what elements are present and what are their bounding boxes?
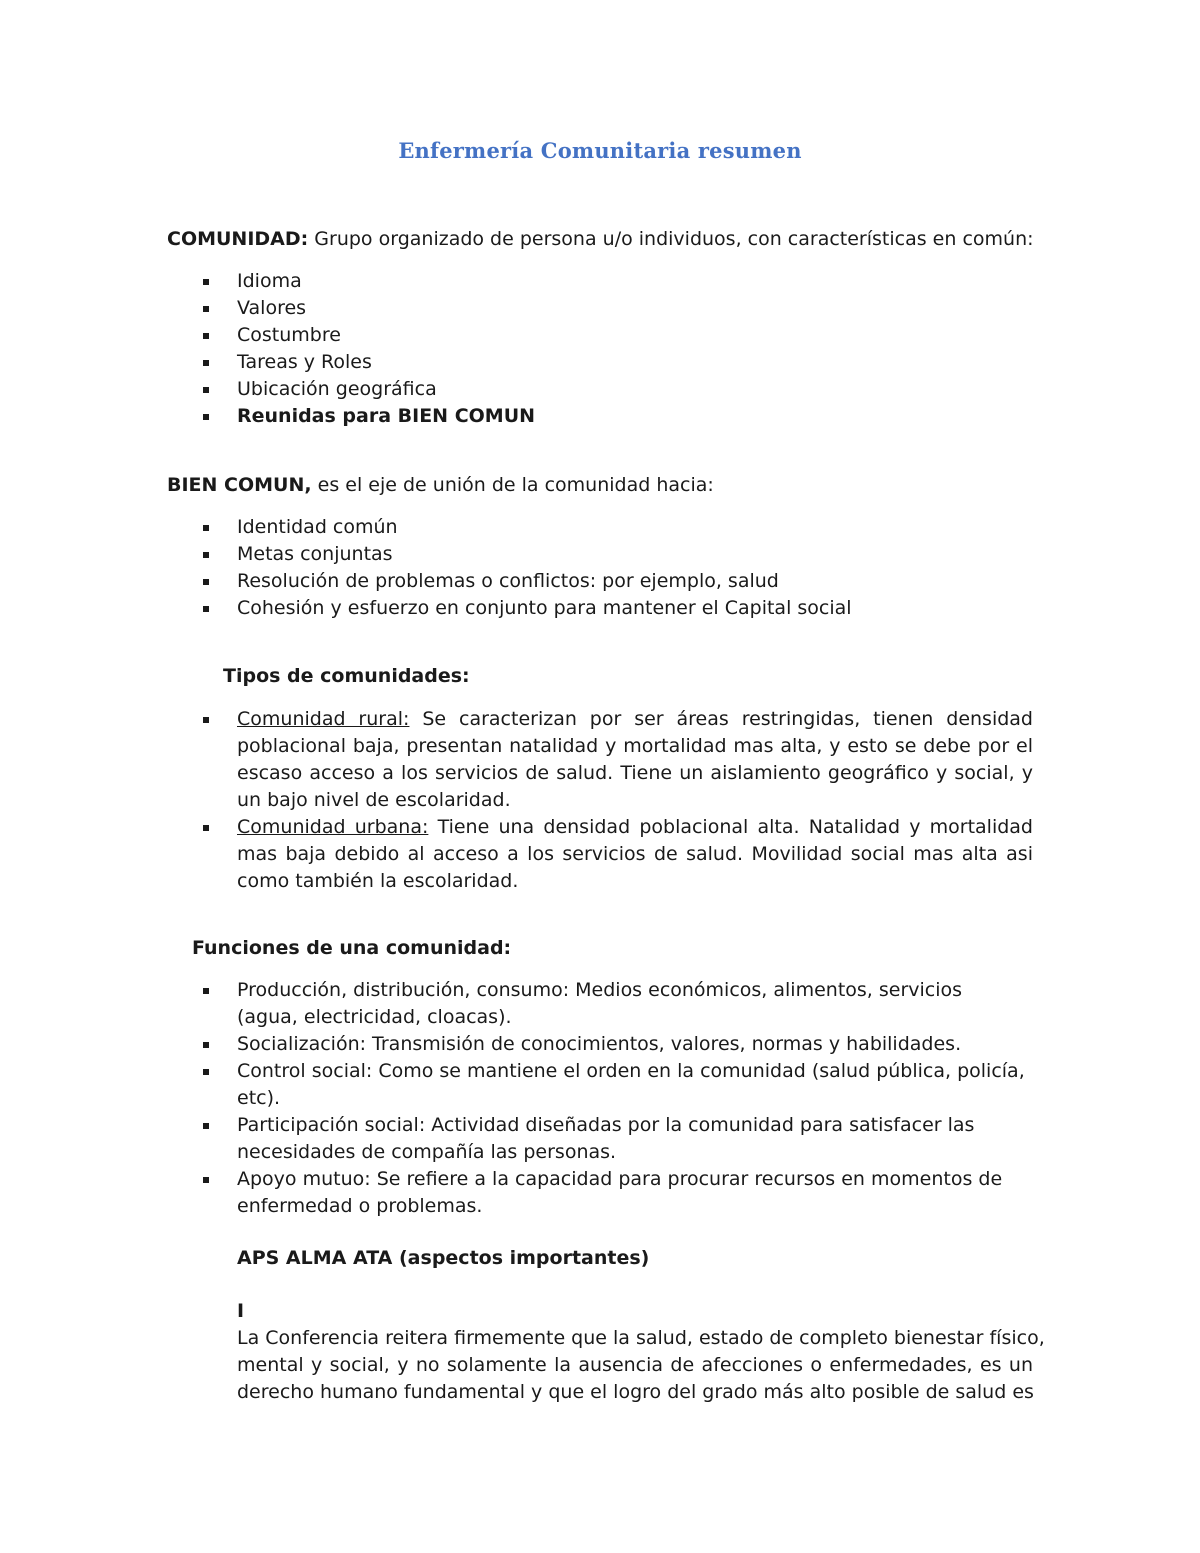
list-item: Producción, distribución, consumo: Medios económicos, alimentos, servicios (agua, electricidad, cloacas). bbox=[167, 977, 1033, 1031]
square-bullet-icon bbox=[203, 825, 209, 831]
square-bullet-icon bbox=[203, 579, 209, 585]
square-bullet-icon bbox=[203, 1177, 209, 1183]
bien-comun-text: es el eje de unión de la comunidad hacia: bbox=[311, 474, 714, 496]
list-item: Metas conjuntas bbox=[167, 541, 1033, 568]
square-bullet-icon bbox=[203, 606, 209, 612]
square-bullet-icon bbox=[203, 988, 209, 994]
aps-heading: APS ALMA ATA (aspectos importantes) bbox=[237, 1247, 650, 1269]
comunidad-definition bbox=[167, 226, 1034, 253]
list-item: Participación social: Actividad diseñadas por la comunidad para satisfacer las necesidades de compañía las personas. bbox=[167, 1112, 1033, 1166]
comunidad-term: COMUNIDAD: bbox=[167, 228, 309, 250]
square-bullet-icon bbox=[203, 360, 209, 366]
square-bullet-icon bbox=[203, 279, 209, 285]
aps-roman-numeral: I bbox=[237, 1300, 245, 1322]
square-bullet-icon bbox=[203, 1069, 209, 1075]
bien-comun-definition bbox=[167, 472, 714, 499]
list-item: Ubicación geográfica bbox=[167, 376, 1033, 403]
comunidad-text: Grupo organizado de persona u/o individuos, con características en común: bbox=[308, 228, 1034, 250]
square-bullet-icon bbox=[203, 717, 209, 723]
list-item-rural: Comunidad rural: Se caracterizan por ser áreas restringidas, tienen densidad poblacional baja, presentan natalidad y mortalidad mas alta, y esto se debe por el escaso acceso a los servicios de salud. Tiene un aislamiento geográfico y social, y un bajo nivel de escolaridad. bbox=[167, 706, 1033, 814]
square-bullet-icon bbox=[203, 552, 209, 558]
rural-label: Comunidad rural: bbox=[237, 708, 410, 730]
list-item: Control social: Como se mantiene el orden en la comunidad (salud pública, policía, etc). bbox=[167, 1058, 1033, 1112]
square-bullet-icon bbox=[203, 387, 209, 393]
square-bullet-icon bbox=[203, 525, 209, 531]
urbana-label: Comunidad urbana: bbox=[237, 816, 429, 838]
square-bullet-icon bbox=[203, 1123, 209, 1129]
list-item: Cohesión y esfuerzo en conjunto para mantener el Capital social bbox=[167, 595, 1033, 622]
list-item: Idioma bbox=[167, 268, 1033, 295]
square-bullet-icon bbox=[203, 306, 209, 312]
square-bullet-icon bbox=[203, 333, 209, 339]
list-item: Resolución de problemas o conflictos: por ejemplo, salud bbox=[167, 568, 1033, 595]
bien-comun-term: BIEN COMUN, bbox=[167, 474, 312, 496]
list-item-urbana: Comunidad urbana: Tiene una densidad poblacional alta. Natalidad y mortalidad mas baja debido al acceso a los servicios de salud. Movilidad social mas alta asi como también la escolaridad. bbox=[167, 814, 1033, 895]
document-title: Enfermería Comunitaria resumen bbox=[398, 138, 802, 163]
list-item: Socialización: Transmisión de conocimientos, valores, normas y habilidades. bbox=[167, 1031, 1033, 1058]
tipos-list bbox=[167, 706, 1033, 895]
list-item: Apoyo mutuo: Se refiere a la capacidad para procurar recursos en momentos de enfermedad o problemas. bbox=[167, 1166, 1033, 1220]
list-item: Valores bbox=[167, 295, 1033, 322]
funciones-list bbox=[167, 977, 1033, 1220]
list-item-bold: Reunidas para BIEN COMUN bbox=[167, 403, 1033, 430]
list-item: Costumbre bbox=[167, 322, 1033, 349]
list-item: Tareas y Roles bbox=[167, 349, 1033, 376]
funciones-heading: Funciones de una comunidad: bbox=[192, 937, 512, 959]
tipos-heading: Tipos de comunidades: bbox=[223, 665, 470, 687]
comunidad-list bbox=[167, 268, 1033, 430]
bien-comun-list bbox=[167, 514, 1033, 622]
aps-paragraph: La Conferencia reitera firmemente que la salud, estado de completo bienestar físico, mental y social, y no solamente la ausencia de afecciones o enfermedades, es un derecho humano fundamental y que el logro del grado más alto posible de salud es bbox=[237, 1327, 1045, 1403]
square-bullet-icon bbox=[203, 1042, 209, 1048]
square-bullet-icon bbox=[203, 414, 209, 420]
list-item: Identidad común bbox=[167, 514, 1033, 541]
